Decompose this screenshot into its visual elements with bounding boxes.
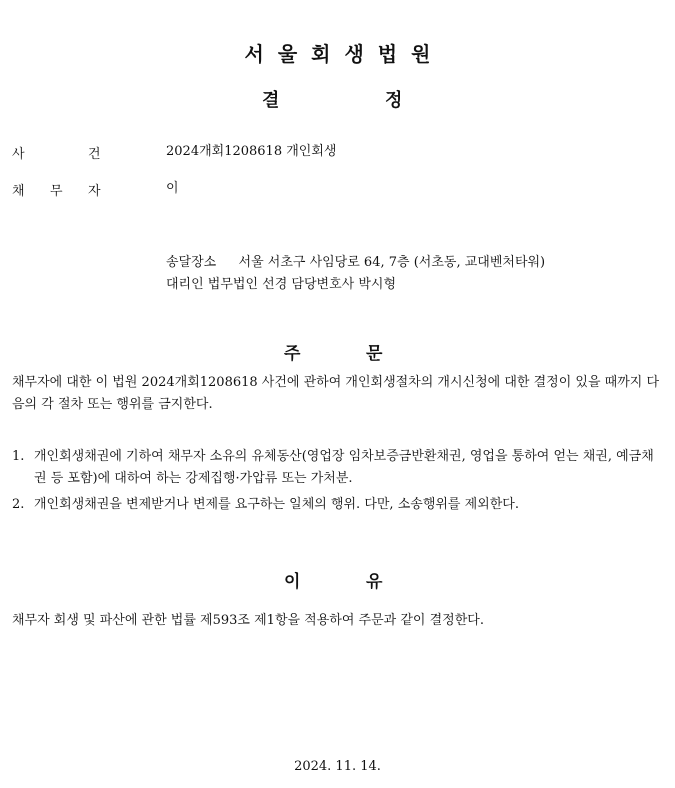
order-item-2-text: 개인회생채권을 변제받거나 변제를 요구하는 일체의 행위. 다만, 소송행위를 제외한다. <box>34 497 519 512</box>
order-item-1 <box>12 446 662 490</box>
reason-heading-char-2: 유 <box>366 572 383 592</box>
order-paragraph: 채무자에 대한 이 법원 2024개회1208618 사건에 관하여 개인회생절차의 개시신청에 대한 결정이 있을 때까지 다음의 각 절차 또는 행위를 금지한다. <box>12 375 660 412</box>
reason-heading-char-1: 이 <box>284 572 301 592</box>
case-number: 2024개회1208618 개인회생 <box>166 144 337 159</box>
service-address-value: 서울 서초구 사임당로 64, 7층 (서초동, 교대벤처타워) <box>238 255 546 270</box>
debtor-label-char-1: 채 <box>12 184 25 199</box>
debtor-label-char-2: 무 <box>50 184 63 199</box>
document-type-char-2: 정 <box>385 90 403 111</box>
debtor-label-char-3: 자 <box>88 184 101 199</box>
order-item-2 <box>12 494 662 516</box>
document-type-char-1: 결 <box>262 90 280 111</box>
order-heading-char-1: 주 <box>284 344 301 364</box>
order-item-1-number: 1. <box>12 449 25 464</box>
court-name: 서울회생법원 <box>244 42 445 66</box>
reason-paragraph: 채무자 회생 및 파산에 관한 법률 제593조 제1항을 적용하여 주문과 같이 결정한다. <box>12 613 484 628</box>
case-label-char-1: 사 <box>12 147 25 162</box>
legal-agent: 대리인 법무법인 선경 담당변호사 박시형 <box>166 277 397 292</box>
debtor-name: 이 <box>166 181 179 196</box>
order-item-1-text: 개인회생채권에 기하여 채무자 소유의 유체동산(영업장 임차보증금반환채권, 영업을 통하여 얻는 채권, 예금채권 등 포함)에 대하여 하는 강제집행·가압류 또는 가처분. <box>34 449 654 486</box>
order-heading-char-2: 문 <box>366 344 383 364</box>
decision-date: 2024. 11. 14. <box>294 759 381 774</box>
service-address-label: 송달장소 <box>166 255 217 270</box>
case-label-char-2: 건 <box>88 147 101 162</box>
service-address-line <box>166 253 545 273</box>
order-item-2-number: 2. <box>12 497 25 512</box>
